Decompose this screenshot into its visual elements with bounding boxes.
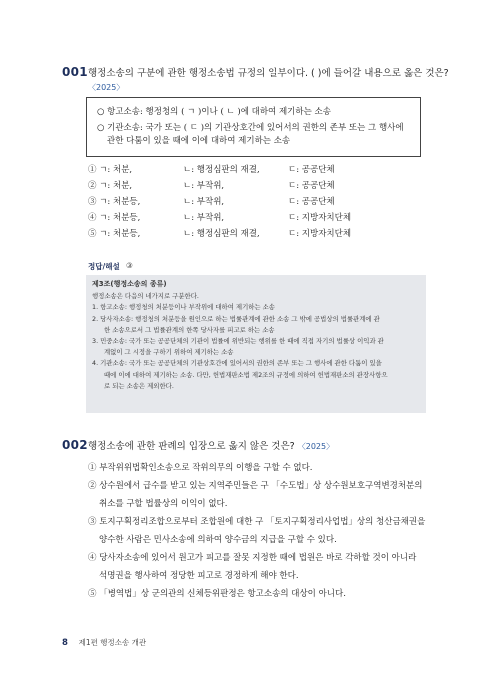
- choice-part: ② ㄱ: 처분,: [88, 181, 133, 191]
- explanation-line: 2. 당사자소송: 행정청의 처분등을 원인으로 하는 법률관계에 관한 소송 그 밖에 공법상의 법률관계에 관: [92, 314, 380, 323]
- choice-line: ④ 당사자소송에 있어서 원고가 피고를 잘못 지정한 때에 법원은 바로 각하할 것이 아니라: [88, 553, 417, 563]
- choice-line: ② 상수원에서 급수를 받고 있는 지역주민들은 구 「수도법」상 상수원보호구역변경처분의: [88, 481, 423, 491]
- question-2-number: 002: [62, 438, 88, 452]
- question-1-year: 〈2025〉: [88, 83, 125, 92]
- page-footer: [62, 637, 146, 648]
- explanation-line: 로 되는 소송은 제외한다.: [104, 381, 174, 390]
- passage-line: 관한 다툼이 있을 때에 이에 대하여 제기하는 소송: [107, 136, 291, 146]
- choice-line: 석명권을 행사하여 정당한 피고로 경정하게 해야 한다.: [99, 571, 299, 581]
- explanation-line: 행정소송은 다음의 네가지로 구분한다.: [92, 292, 199, 301]
- question-1-passage-box: [86, 97, 421, 157]
- choice-part: ③ ㄱ: 처분등,: [88, 197, 141, 207]
- choice-line: ③ 토지구획정리조합으로부터 조합원에 대한 구 「토지구획정리사업법」상의 청산금채권을: [88, 517, 426, 527]
- choice-part: ㄷ: 지방자치단체: [288, 213, 352, 223]
- choice-line: ① 부작위위법확인소송으로 작위의무의 이행을 구할 수 없다.: [88, 463, 313, 473]
- question-1-number: 001: [62, 65, 88, 79]
- choice-part: ㄴ: 부작위,: [183, 181, 225, 191]
- choice-part: ㄷ: 공공단체: [288, 165, 335, 175]
- choice-part: ④ ㄱ: 처분등,: [88, 213, 141, 223]
- chapter-title: 제1편 행정소송 개관: [78, 638, 147, 647]
- question-2-choices: [88, 459, 425, 603]
- choice-part: ㄴ: 부작위,: [183, 213, 225, 223]
- choice-part: ① ㄱ: 처분,: [88, 165, 133, 175]
- explanation-line: 계없이 그 시정을 구하기 위하여 제기하는 소송: [104, 348, 234, 357]
- explanation-title: 제3조(행정소송의 종류): [92, 280, 167, 288]
- choice-line: 양수한 사람은 민사소송에 의하여 양수금의 지급을 구할 수 있다.: [99, 535, 337, 545]
- question-2-year: 〈2025〉: [297, 442, 335, 451]
- explanation-line: 한 소송으로서 그 법률관계의 한쪽 당사자를 피고로 하는 소송: [104, 325, 275, 334]
- question-2-text-wrap: [88, 440, 334, 453]
- choice-line: 취소를 구할 법률상의 이익이 없다.: [99, 499, 228, 509]
- choice-line: ⑤ 「병역법」상 군의관의 신체등위판정은 항고소송의 대상이 아니다.: [88, 589, 346, 599]
- page-number: 8: [62, 638, 68, 648]
- choice-part: ㄴ: 행정심판의 재결,: [183, 165, 260, 175]
- answer-value: ③: [126, 261, 133, 270]
- answer-label: 정답/해설: [88, 262, 120, 271]
- explanation-line: 4. 기관소송: 국가 또는 공공단체의 기관상호간에 있어서의 권한의 존부 또는 그 행사에 관한 다툼이 있을: [92, 359, 382, 368]
- choice-part: ⑤ ㄱ: 처분등,: [88, 229, 141, 239]
- explanation-line: 때에 이에 대하여 제기하는 소송. 다만, 헌법재판소법 제2조의 규정에 의하여 헌법재판소의 관장사항으: [104, 370, 388, 379]
- choice-part: ㄴ: 행정심판의 재결,: [183, 229, 260, 239]
- question-2-text: 행정소송에 관한 판례의 입장으로 옳지 않은 것은?: [88, 441, 295, 452]
- choice-part: ㄷ: 공공단체: [288, 181, 335, 191]
- passage-line: ○ 기관소송: 국가 또는 ( ㄷ )의 기관상호간에 있어서의 권한의 존부 또는 그 행사에: [97, 123, 404, 133]
- choice-part: ㄴ: 부작위,: [183, 197, 225, 207]
- passage-line: ○ 항고소송: 행정청의 ( ㄱ )이나 ( ㄴ )에 대하여 제기하는 소송: [97, 107, 331, 117]
- explanation-line: 3. 민중소송: 국가 또는 공공단체의 기관이 법률에 위반되는 행위를 한 때에 직접 자기의 법률상 이익과 관: [92, 337, 384, 346]
- explanation-line: 1. 항고소송: 행정청의 처분등이나 부작위에 대하여 제기하는 소송: [92, 303, 275, 312]
- question-1-text: 행정소송의 구분에 관한 행정소송법 규정의 일부이다. ( )에 들어갈 내용으로 옳은 것은?: [88, 68, 449, 79]
- choice-part: ㄷ: 공공단체: [288, 197, 335, 207]
- explanation-box: [86, 275, 426, 413]
- choice-part: ㄷ: 지방자치단체: [288, 229, 352, 239]
